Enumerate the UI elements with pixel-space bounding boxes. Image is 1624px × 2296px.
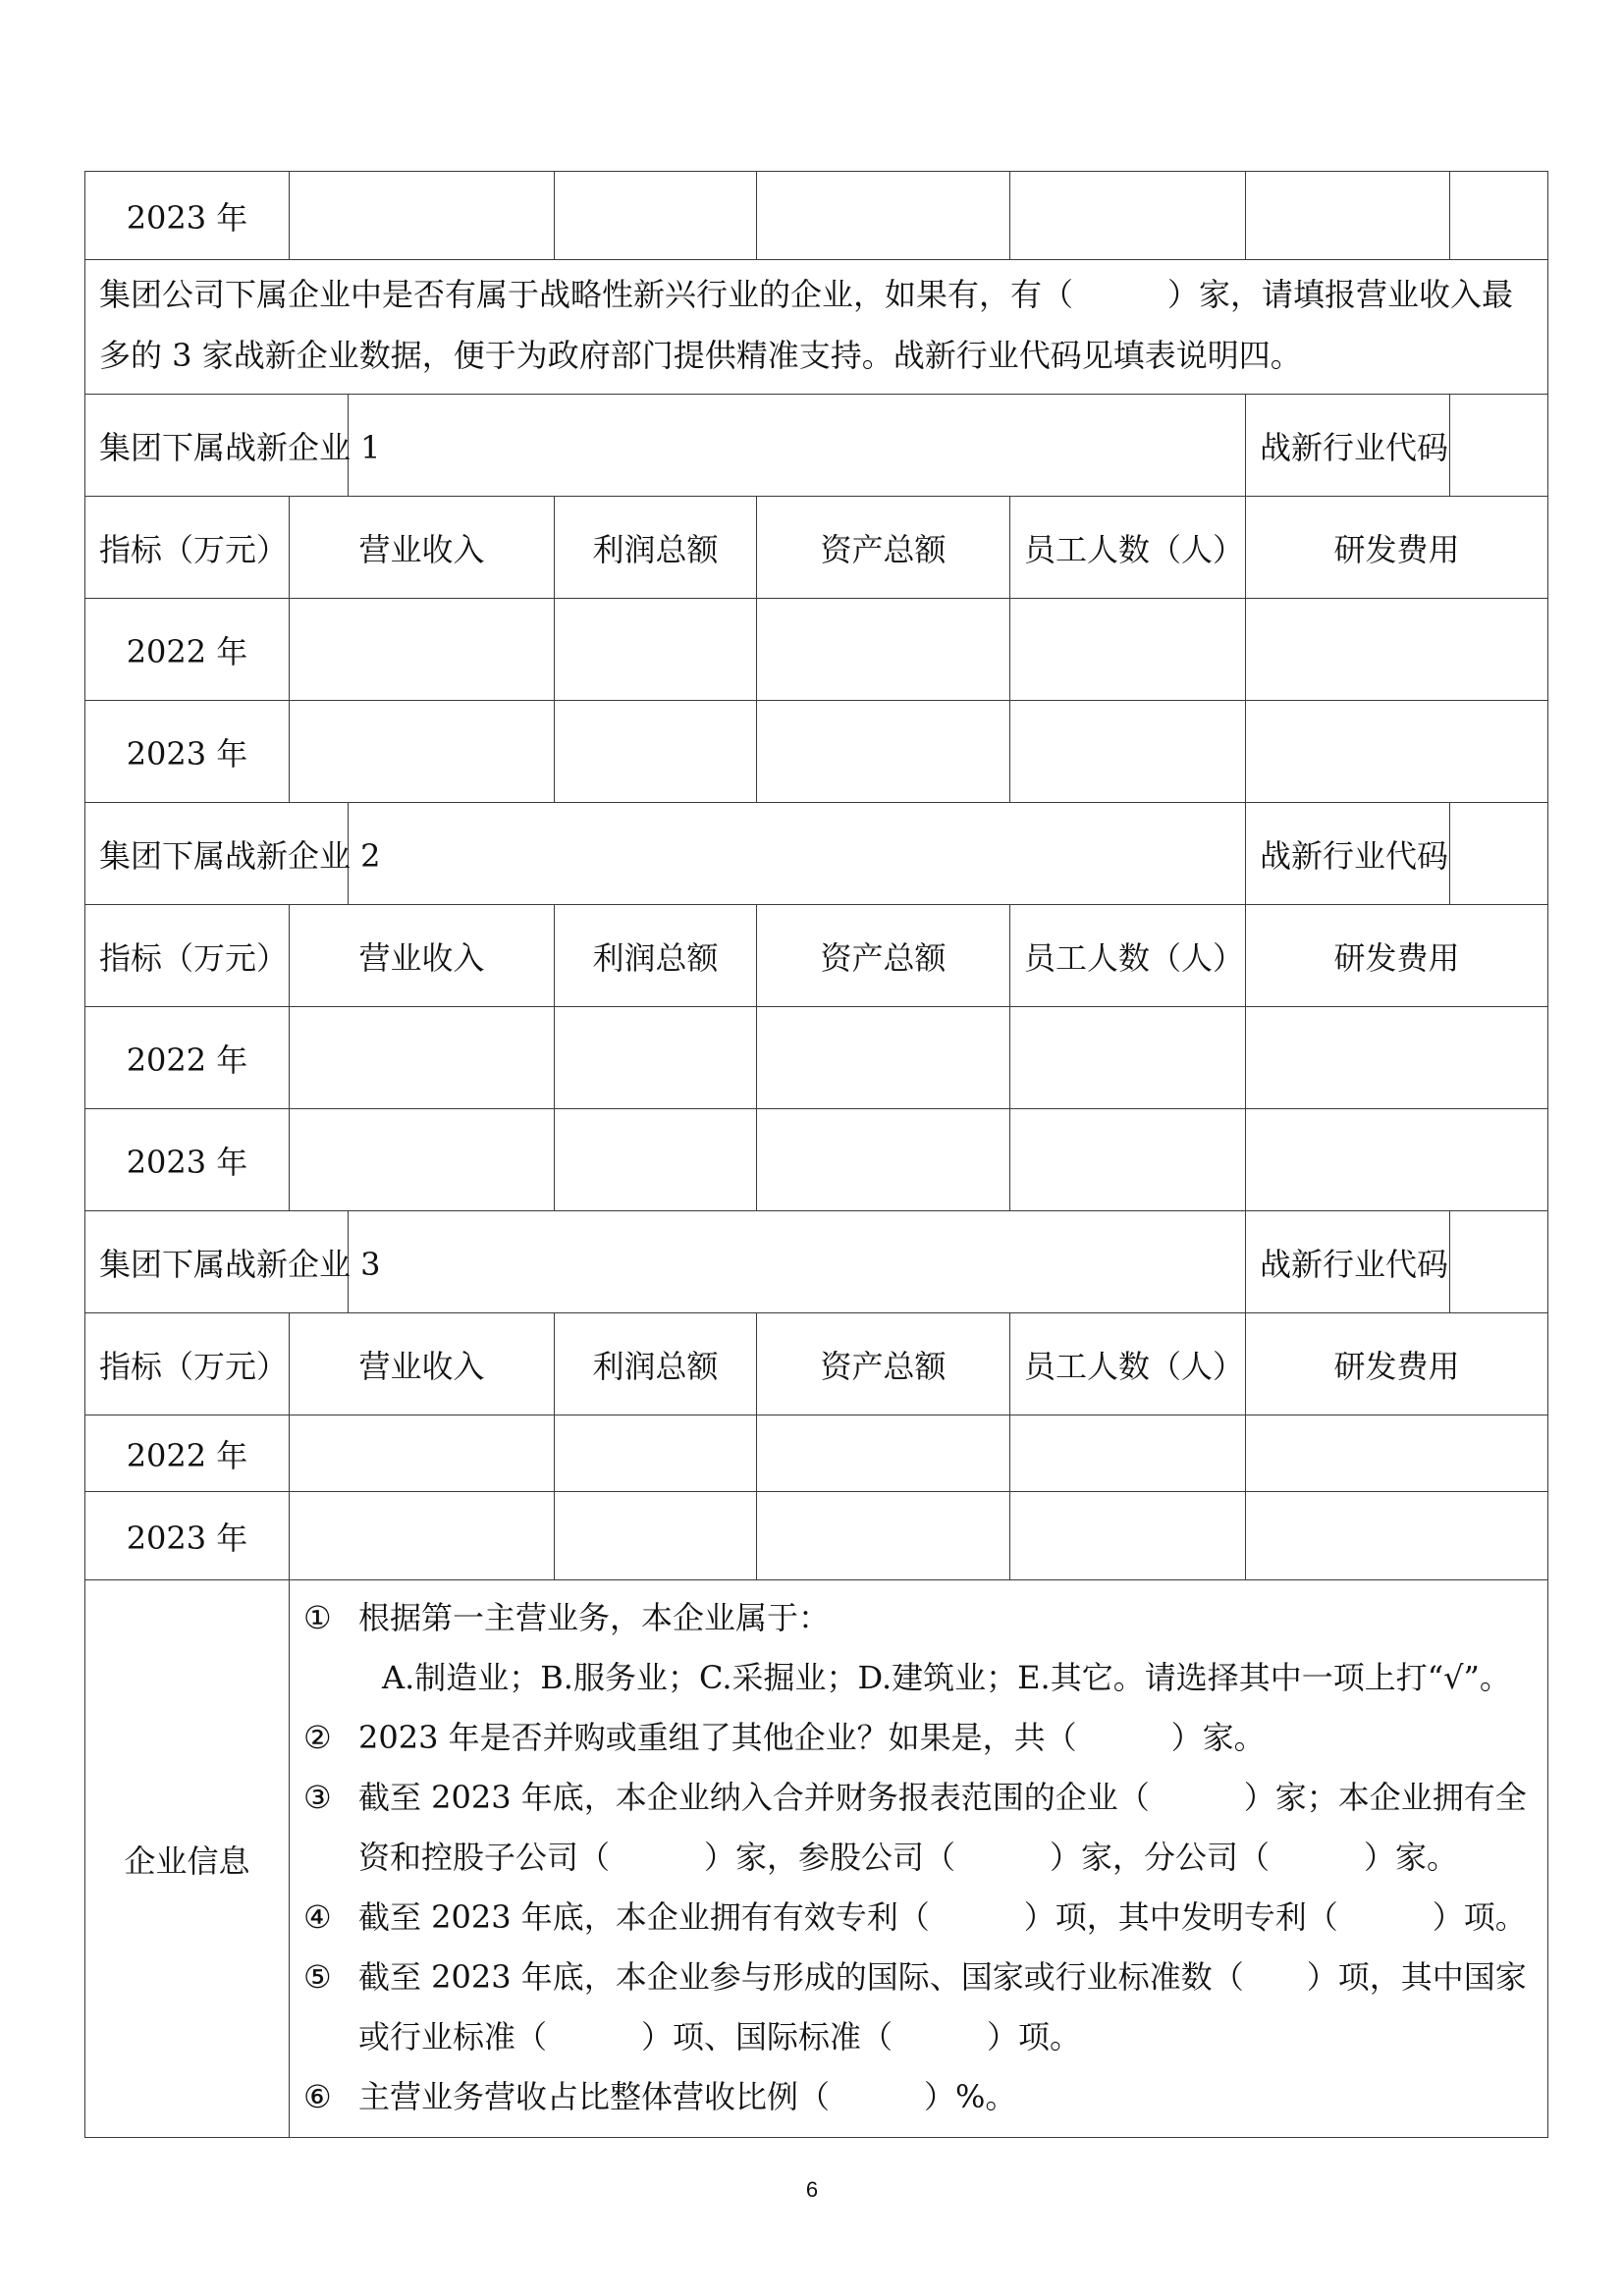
input-cell[interactable] [290, 172, 555, 260]
input-cell[interactable] [290, 1007, 555, 1109]
enterprise-name-label: 集团下属战新企业 2 [85, 803, 349, 905]
input-cell[interactable] [1010, 172, 1246, 260]
header-profit: 利润总额 [555, 1313, 757, 1415]
info-item-3 [303, 1768, 1536, 1888]
input-cell[interactable] [555, 172, 757, 260]
input-cell[interactable] [1450, 172, 1548, 260]
input-cell[interactable] [1010, 701, 1246, 803]
input-cell[interactable] [555, 1415, 757, 1492]
header-indicator: 指标（万元） [85, 1313, 290, 1415]
year-label: 2023 年 [85, 1492, 290, 1580]
enterprise-name-input[interactable] [349, 803, 1246, 905]
input-cell[interactable] [555, 1492, 757, 1580]
enterprise-1-header-row [85, 497, 1548, 599]
strategic-note-row [85, 260, 1548, 395]
industry-options: A.制造业；B.服务业；C.采掘业；D.建筑业；E.其它。请选择其中一项上打“√”。 [382, 1659, 1511, 1696]
enterprise-info-list [290, 1580, 1548, 2138]
year-label: 2022 年 [85, 1007, 290, 1109]
info-item-5 [303, 1948, 1536, 2067]
input-cell[interactable] [555, 1109, 757, 1211]
industry-code-label: 战新行业代码 [1246, 803, 1450, 905]
header-revenue: 营业收入 [290, 497, 555, 599]
input-cell[interactable] [1246, 172, 1450, 260]
item-number: ⑥ [303, 2078, 332, 2115]
header-assets: 资产总额 [757, 905, 1010, 1007]
year-label: 2023 年 [85, 172, 290, 260]
header-rd: 研发费用 [1246, 905, 1548, 1007]
input-cell[interactable] [757, 1109, 1010, 1211]
item-text: 截至 2023 年底，本企业拥有有效专利（ ）项，其中发明专利（ ）项。 [358, 1898, 1527, 1936]
enterprise-1-year-row [85, 701, 1548, 803]
enterprise-3-year-row [85, 1492, 1548, 1580]
item-text: 截至 2023 年底，本企业参与形成的国际、国家或行业标准数（ ）项，其中国家或行业标准（ ）项、国际标准（ ）项。 [358, 1958, 1527, 2056]
header-rd: 研发费用 [1246, 1313, 1548, 1415]
input-cell[interactable] [555, 1007, 757, 1109]
input-cell[interactable] [290, 1109, 555, 1211]
enterprise-info-label: 企业信息 [85, 1580, 290, 2138]
header-profit: 利润总额 [555, 905, 757, 1007]
input-cell[interactable] [757, 599, 1010, 701]
enterprise-name-label: 集团下属战新企业 3 [85, 1211, 349, 1313]
enterprise-3-name-row [85, 1211, 1548, 1313]
info-item-2 [303, 1708, 1536, 1768]
industry-code-label: 战新行业代码 [1246, 395, 1450, 497]
industry-code-input[interactable] [1450, 395, 1548, 497]
input-cell[interactable] [1246, 1415, 1548, 1492]
year-label: 2023 年 [85, 701, 290, 803]
input-cell[interactable] [555, 701, 757, 803]
item-number: ⑤ [303, 1958, 332, 1996]
header-employees: 员工人数（人） [1010, 497, 1246, 599]
item-number: ② [303, 1719, 332, 1756]
input-cell[interactable] [1246, 1109, 1548, 1211]
input-cell[interactable] [555, 599, 757, 701]
item-text: 根据第一主营业务，本企业属于： [358, 1599, 831, 1636]
enterprise-3-header-row [85, 1313, 1548, 1415]
industry-code-input[interactable] [1450, 1211, 1548, 1313]
info-item-1 [303, 1588, 1536, 1648]
info-item-4 [303, 1888, 1536, 1948]
enterprise-2-year-row [85, 1109, 1548, 1211]
input-cell[interactable] [1010, 1109, 1246, 1211]
item-text: 截至 2023 年底，本企业纳入合并财务报表范围的企业（ ）家；本企业拥有全资和控股子公司（ ）家，参股公司（ ）家，分公司（ ）家。 [358, 1779, 1527, 1876]
industry-code-input[interactable] [1450, 803, 1548, 905]
enterprise-2-header-row [85, 905, 1548, 1007]
year-label: 2023 年 [85, 1109, 290, 1211]
header-indicator: 指标（万元） [85, 905, 290, 1007]
header-employees: 员工人数（人） [1010, 1313, 1246, 1415]
input-cell[interactable] [1010, 1415, 1246, 1492]
header-revenue: 营业收入 [290, 905, 555, 1007]
enterprise-name-input[interactable] [349, 1211, 1246, 1313]
enterprise-name-input[interactable] [349, 395, 1246, 497]
year-label: 2022 年 [85, 599, 290, 701]
input-cell[interactable] [290, 1492, 555, 1580]
input-cell[interactable] [1010, 1492, 1246, 1580]
input-cell[interactable] [290, 701, 555, 803]
enterprise-3-year-row [85, 1415, 1548, 1492]
item-number: ④ [303, 1898, 332, 1936]
input-cell[interactable] [757, 1415, 1010, 1492]
input-cell[interactable] [290, 599, 555, 701]
input-cell[interactable] [290, 1415, 555, 1492]
enterprise-info-row [85, 1580, 1548, 2138]
input-cell[interactable] [757, 172, 1010, 260]
page-number: 6 [805, 2177, 819, 2202]
header-assets: 资产总额 [757, 497, 1010, 599]
enterprise-1-name-row [85, 395, 1548, 497]
input-cell[interactable] [1010, 599, 1246, 701]
input-cell[interactable] [1246, 1492, 1548, 1580]
input-cell[interactable] [757, 1492, 1010, 1580]
form-table [84, 171, 1548, 2138]
industry-code-label: 战新行业代码 [1246, 1211, 1450, 1313]
enterprise-name-label: 集团下属战新企业 1 [85, 395, 349, 497]
enterprise-2-year-row [85, 1007, 1548, 1109]
strategic-note: 集团公司下属企业中是否有属于战略性新兴行业的企业，如果有，有（ ）家，请填报营业收入最多的 3 家战新企业数据，便于为政府部门提供精准支持。战新行业代码见填表说明四。 [85, 260, 1548, 395]
enterprise-2-name-row [85, 803, 1548, 905]
input-cell[interactable] [1246, 1007, 1548, 1109]
enterprise-1-year-row [85, 599, 1548, 701]
info-item-6 [303, 2067, 1536, 2127]
item-number: ③ [303, 1779, 332, 1816]
input-cell[interactable] [757, 701, 1010, 803]
input-cell[interactable] [1010, 1007, 1246, 1109]
item-number: ① [303, 1599, 332, 1636]
header-profit: 利润总额 [555, 497, 757, 599]
item-text: 2023 年是否并购或重组了其他企业？如果是，共（ ）家。 [358, 1719, 1266, 1756]
header-assets: 资产总额 [757, 1313, 1010, 1415]
header-revenue: 营业收入 [290, 1313, 555, 1415]
input-cell[interactable] [757, 1007, 1010, 1109]
top-year-row [85, 172, 1548, 260]
input-cell[interactable] [1246, 701, 1548, 803]
year-label: 2022 年 [85, 1415, 290, 1492]
item-text: 主营业务营收占比整体营收比例（ ）%。 [358, 2078, 1017, 2115]
header-indicator: 指标（万元） [85, 497, 290, 599]
header-rd: 研发费用 [1246, 497, 1548, 599]
header-employees: 员工人数（人） [1010, 905, 1246, 1007]
input-cell[interactable] [1246, 599, 1548, 701]
